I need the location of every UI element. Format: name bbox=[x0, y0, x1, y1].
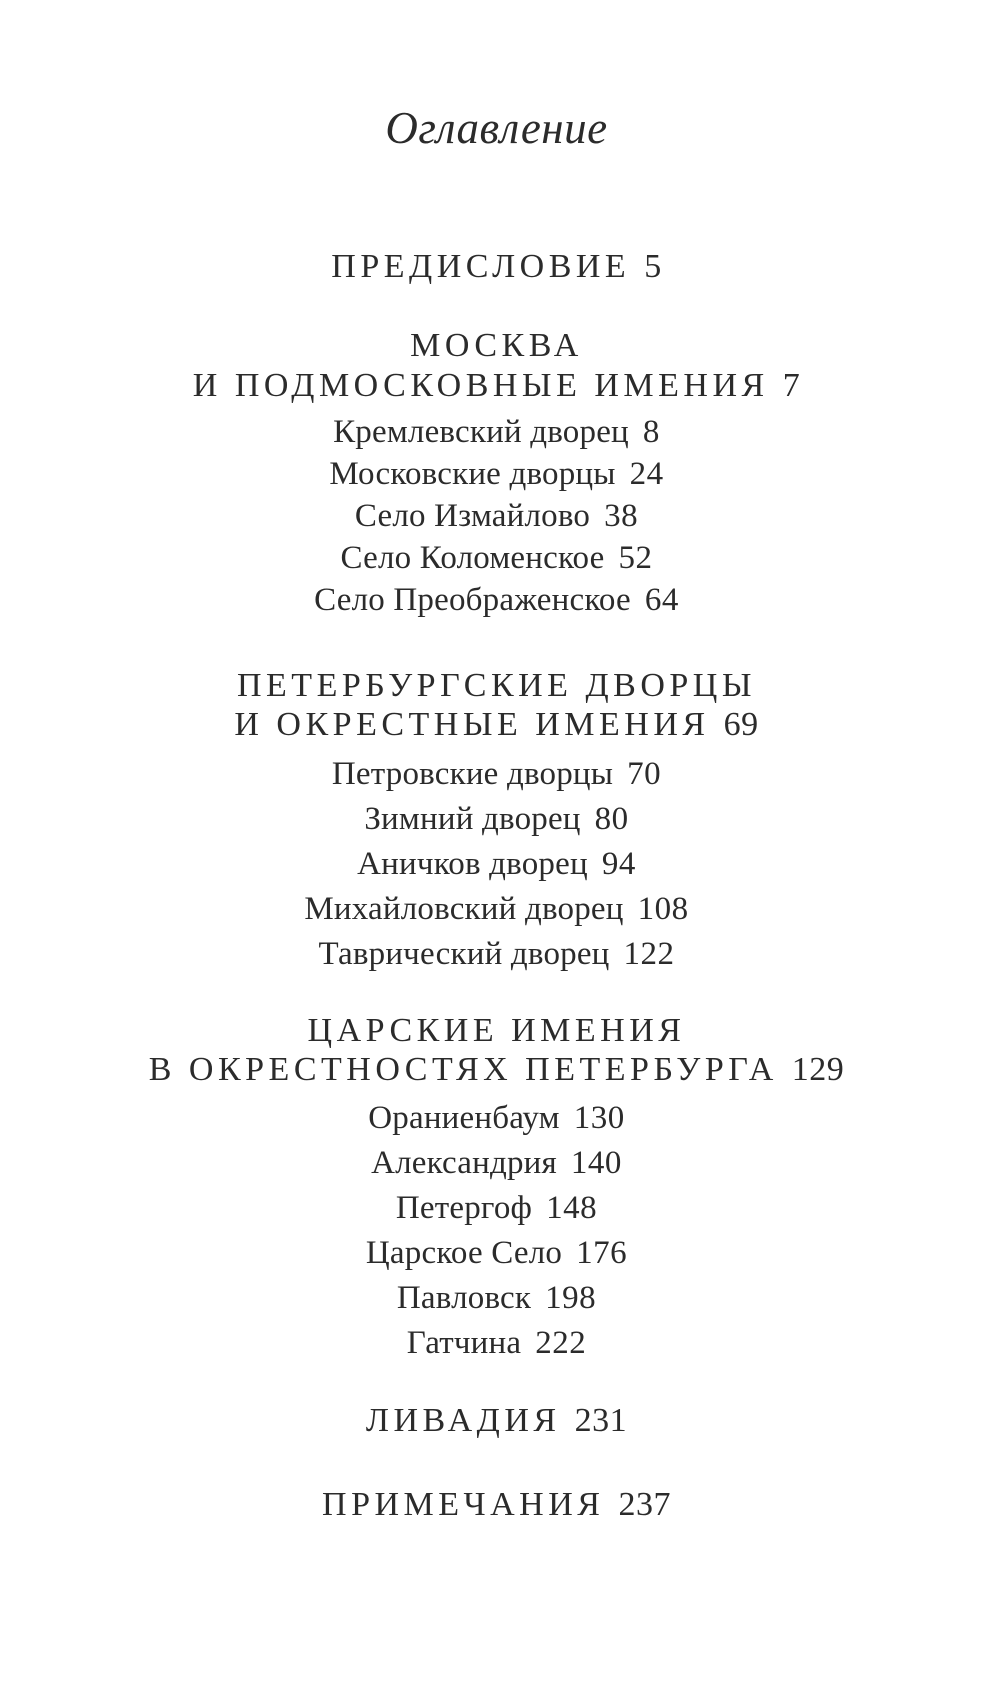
entry-title: Ораниенбаум bbox=[368, 1100, 560, 1136]
toc-entry bbox=[0, 938, 993, 971]
toc-entry bbox=[0, 500, 993, 533]
toc-section-petersburg-line2 bbox=[0, 708, 993, 742]
entry-title: Село Измайлово bbox=[354, 498, 591, 534]
toc-entry bbox=[0, 1147, 993, 1180]
page-number: 122 bbox=[623, 936, 675, 972]
section-heading: ПЕТЕРБУРГСКИЕ ДВОРЦЫ bbox=[236, 667, 756, 704]
page-number: 38 bbox=[604, 498, 639, 534]
toc-entry bbox=[0, 1282, 993, 1315]
page-number: 94 bbox=[601, 846, 636, 882]
toc-entry bbox=[0, 416, 993, 449]
page-number: 198 bbox=[545, 1280, 597, 1316]
toc-entry bbox=[0, 1327, 993, 1360]
toc-entry bbox=[0, 1192, 993, 1225]
entry-title: Петергоф bbox=[395, 1190, 533, 1226]
toc-entry bbox=[0, 542, 993, 575]
entry-title: Александрия bbox=[371, 1145, 557, 1181]
page-number: 8 bbox=[642, 414, 660, 450]
toc-entry bbox=[0, 803, 993, 836]
toc-section-notes bbox=[0, 1488, 993, 1522]
section-heading: ЛИВАДИЯ bbox=[365, 1402, 561, 1439]
page-number: 130 bbox=[573, 1100, 625, 1136]
page-number: 176 bbox=[576, 1235, 628, 1271]
page-number: 222 bbox=[535, 1325, 587, 1361]
entry-title: Село Преображенское bbox=[314, 582, 631, 618]
page-number: 5 bbox=[644, 248, 662, 285]
entry-title: Московские дворцы bbox=[329, 456, 616, 492]
page-number: 237 bbox=[618, 1486, 671, 1523]
page-number: 140 bbox=[570, 1145, 622, 1181]
section-heading: В ОКРЕСТНОСТЯХ ПЕТЕРБУРГА bbox=[148, 1051, 778, 1088]
entry-title: Таврический дворец bbox=[318, 936, 610, 972]
toc-entry bbox=[0, 893, 993, 926]
page-number: 69 bbox=[723, 706, 759, 743]
section-heading: И ПОДМОСКОВНЫЕ ИМЕНИЯ bbox=[192, 367, 769, 404]
page-number: 80 bbox=[594, 801, 629, 837]
section-heading: ЦАРСКИЕ ИМЕНИЯ bbox=[307, 1012, 686, 1049]
page-number: 52 bbox=[618, 540, 653, 576]
entry-title: Зимний дворец bbox=[364, 801, 581, 837]
toc-entry bbox=[0, 458, 993, 491]
toc-section-moscow-line2 bbox=[0, 369, 993, 403]
toc-entry bbox=[0, 758, 993, 791]
toc-section-preface bbox=[0, 250, 993, 284]
toc-section-moscow bbox=[0, 329, 993, 363]
page-title: Оглавление bbox=[385, 103, 608, 153]
entry-title: Петровские дворцы bbox=[331, 756, 614, 792]
toc-entry bbox=[0, 848, 993, 881]
entry-title: Павловск bbox=[396, 1280, 532, 1316]
toc-entry bbox=[0, 584, 993, 617]
entry-title: Аничков дворец bbox=[357, 846, 588, 882]
page-number: 129 bbox=[791, 1051, 845, 1088]
toc-entry bbox=[0, 1237, 993, 1270]
section-heading: МОСКВА bbox=[410, 327, 583, 364]
toc-section-tsar-estates-line2 bbox=[0, 1053, 993, 1087]
entry-title: Царское Село bbox=[365, 1235, 563, 1271]
page-number: 7 bbox=[782, 367, 801, 404]
toc-section-petersburg bbox=[0, 669, 993, 703]
entry-title: Кремлевский дворец bbox=[333, 414, 629, 450]
toc-entry bbox=[0, 1102, 993, 1135]
page-number: 70 bbox=[627, 756, 662, 792]
entry-title: Михайловский дворец bbox=[304, 891, 624, 927]
entry-title: Гатчина bbox=[406, 1325, 522, 1361]
page-number: 148 bbox=[546, 1190, 598, 1226]
toc-section-tsar-estates bbox=[0, 1014, 993, 1048]
section-heading: И ОКРЕСТНЫЕ ИМЕНИЯ bbox=[234, 706, 710, 743]
page-number: 108 bbox=[637, 891, 689, 927]
toc-section-livadia bbox=[0, 1404, 993, 1438]
section-heading: ПРИМЕЧАНИЯ bbox=[322, 1486, 605, 1523]
entry-title: Село Коломенское bbox=[340, 540, 605, 576]
page-number: 231 bbox=[574, 1402, 628, 1439]
page-number: 24 bbox=[629, 456, 664, 492]
section-heading: ПРЕДИСЛОВИЕ bbox=[331, 248, 631, 285]
page-number: 64 bbox=[644, 582, 679, 618]
